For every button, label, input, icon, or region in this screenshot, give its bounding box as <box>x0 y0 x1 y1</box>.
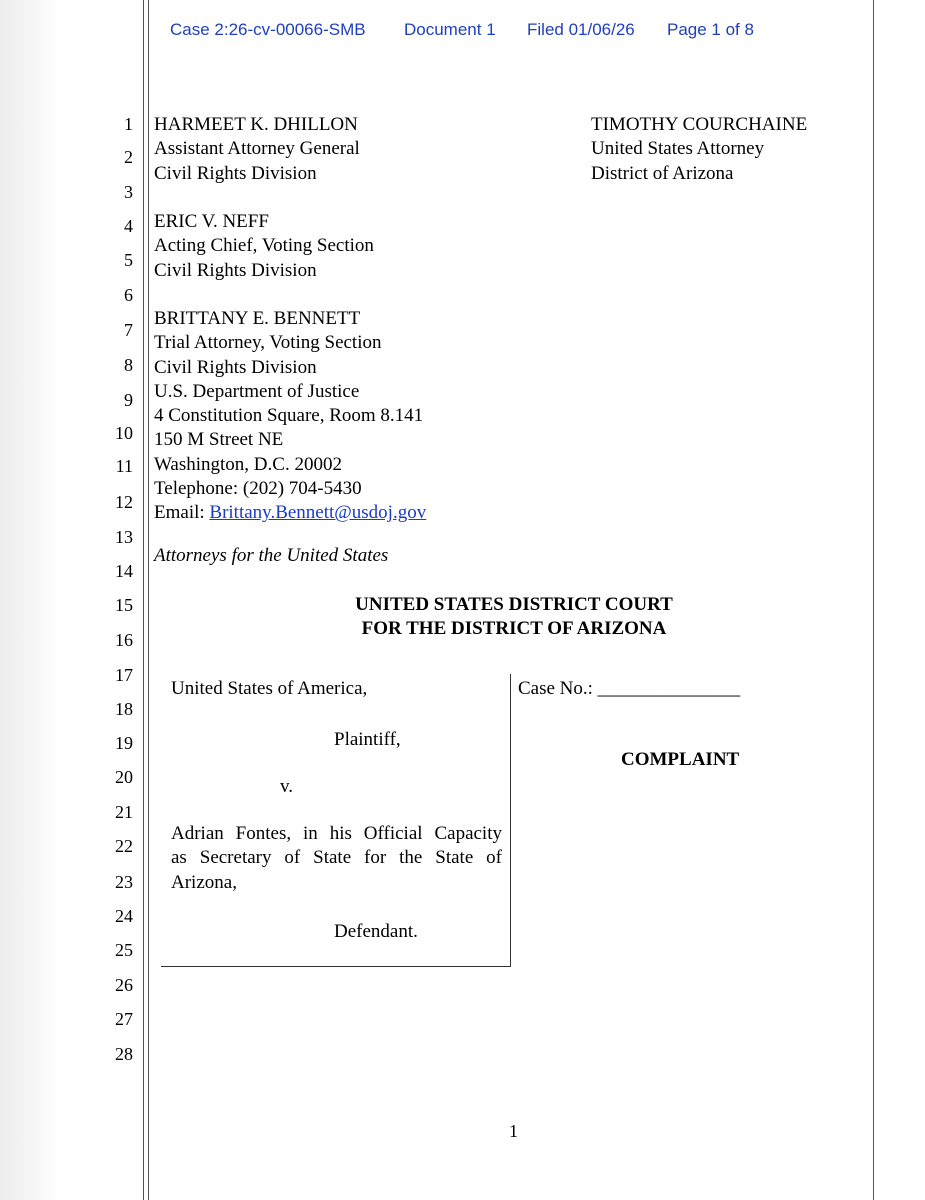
line-number: 14 <box>115 561 133 581</box>
caption-divider-vertical <box>510 674 511 967</box>
attorney-line: Telephone: (202) 704-5430 <box>154 478 362 500</box>
attorney-line: United States Attorney <box>591 138 765 160</box>
court-line-2: FOR THE DISTRICT OF ARIZONA <box>361 618 667 639</box>
line-number: 22 <box>115 836 133 856</box>
defendant-label: Defendant. <box>334 921 418 942</box>
line-number: 10 <box>115 423 133 443</box>
attorney-line: 150 M Street NE <box>154 429 284 451</box>
header-document: Document 1 <box>404 20 496 39</box>
attorney-line: Civil Rights Division <box>154 259 317 281</box>
header-case-number: Case 2:26-cv-00066-SMB <box>170 20 366 39</box>
defendant-line: Arizona, <box>171 871 237 893</box>
attorney-line: BRITTANY E. BENNETT <box>154 308 361 329</box>
line-number: 18 <box>115 699 133 719</box>
line-number: 28 <box>115 1044 133 1064</box>
line-number: 11 <box>115 456 133 476</box>
court-name <box>154 593 874 641</box>
attorney-line: U.S. Department of Justice <box>154 380 360 402</box>
attorney-block-courchaine <box>591 113 807 186</box>
attorney-line: HARMEET K. DHILLON <box>154 114 358 135</box>
line-number: 8 <box>124 355 133 375</box>
case-number-field: Case No.: _______________ <box>518 678 741 699</box>
line-number: 16 <box>115 630 133 650</box>
margin-rule-left-2 <box>148 0 149 1200</box>
page-number: 1 <box>509 1121 518 1141</box>
line-number: 25 <box>115 940 133 960</box>
attorney-line: TIMOTHY COURCHAINE <box>591 114 808 135</box>
defendant-line: Adrian Fontes, in his Official Capacity <box>171 823 502 844</box>
attorney-line: Washington, D.C. 20002 <box>154 453 342 475</box>
line-number: 6 <box>124 285 133 305</box>
line-number: 5 <box>124 250 133 270</box>
header-filed-date: Filed 01/06/26 <box>527 20 635 39</box>
plaintiff-name: United States of America, <box>171 678 368 699</box>
defendant-line: as Secretary of State for the State of <box>171 847 502 869</box>
line-number: 20 <box>115 767 133 787</box>
caption-divider-horizontal <box>161 966 511 967</box>
versus: v. <box>280 776 294 797</box>
attorney-block-dhillon <box>154 113 360 186</box>
line-number: 1 <box>124 114 133 134</box>
email-line <box>154 501 426 525</box>
attorney-line: District of Arizona <box>591 162 734 184</box>
attorney-block-bennett <box>154 307 426 526</box>
plaintiff-label: Plaintiff, <box>334 729 401 750</box>
line-number: 3 <box>124 182 133 202</box>
line-number: 24 <box>115 906 133 926</box>
line-number: 9 <box>124 390 133 410</box>
line-number: 4 <box>124 216 133 236</box>
attorney-line: 4 Constitution Square, Room 8.141 <box>154 405 424 427</box>
attorney-line: Assistant Attorney General <box>154 138 360 160</box>
email-link[interactable]: Brittany.Bennett@usdoj.gov <box>209 502 427 524</box>
margin-rule-left-1 <box>143 0 144 1200</box>
email-label: Email: <box>154 502 210 524</box>
line-number: 2 <box>124 147 133 167</box>
attorney-block-neff <box>154 210 374 283</box>
attorney-line: Acting Chief, Voting Section <box>154 235 374 257</box>
line-number: 27 <box>115 1009 133 1029</box>
defendant-name <box>171 822 502 895</box>
line-number: 7 <box>124 320 133 340</box>
line-number: 19 <box>115 733 133 753</box>
attorney-line: Civil Rights Division <box>154 162 317 184</box>
line-number: 23 <box>115 872 133 892</box>
court-line-1: UNITED STATES DISTRICT COURT <box>355 594 673 615</box>
attorney-line: Civil Rights Division <box>154 356 317 378</box>
line-number: 15 <box>115 595 133 615</box>
line-number: 13 <box>115 527 133 547</box>
attorneys-for: Attorneys for the United States <box>154 545 389 566</box>
line-number: 17 <box>115 665 133 685</box>
line-number: 26 <box>115 975 133 995</box>
attorney-line: Trial Attorney, Voting Section <box>154 332 382 354</box>
line-number: 21 <box>115 802 133 822</box>
page-edge-shadow <box>0 0 60 1200</box>
document-title: COMPLAINT <box>621 749 740 770</box>
attorney-line: ERIC V. NEFF <box>154 211 269 232</box>
header-page: Page 1 of 8 <box>667 20 754 39</box>
line-number: 12 <box>115 492 133 512</box>
